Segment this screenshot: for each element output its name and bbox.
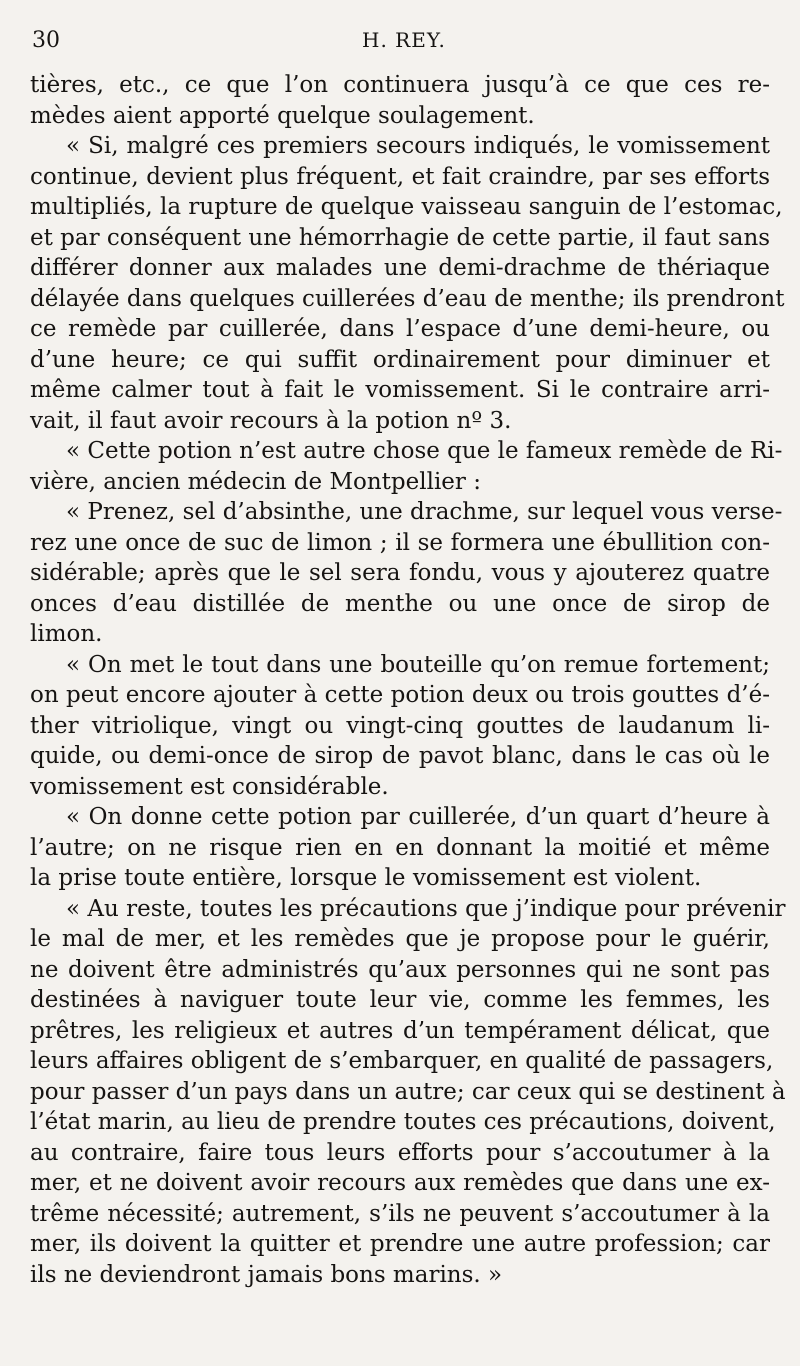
text-line: ne doivent être administrés qu’aux personnes qui ne sont pas: [30, 956, 770, 983]
text-line: on peut encore ajouter à cette potion deux ou trois gouttes d’é-: [30, 682, 770, 708]
text-line: la prise toute entière, lorsque le vomissement est violent.: [30, 865, 702, 891]
text-line: prêtres, les religieux et autres d’un tempérament délicat, que: [30, 1017, 770, 1044]
text-line: ther vitriolique, vingt ou vingt-cinq gouttes de laudanum li-: [30, 712, 770, 739]
text-line: sidérable; après que le sel sera fondu, vous y ajouterez quatre: [30, 560, 770, 586]
paragraph: [30, 70, 770, 131]
text-line: leurs affaires obligent de s’embarquer, en qualité de passagers,: [30, 1048, 774, 1074]
page-header: [32, 28, 762, 62]
paragraph: [30, 436, 783, 497]
text-line: d’une heure; ce qui suffit ordinairement pour diminuer et: [30, 346, 770, 373]
paragraph: [30, 497, 783, 650]
text-line: quide, ou demi-once de sirop de pavot blanc, dans le cas où le: [30, 743, 770, 769]
text-line: rez une once de suc de limon ; il se formera une ébullition con-: [30, 529, 770, 556]
text-line: « On donne cette potion par cuillerée, d’un quart d’heure à: [66, 804, 770, 830]
paragraph: [30, 802, 770, 894]
text-line: différer donner aux malades une demi-drachme de thériaque: [30, 255, 770, 281]
running-head: H. REY.: [362, 28, 446, 52]
text-line: délayée dans quelques cuillerées d’eau de menthe; ils prendront: [30, 285, 785, 312]
text-line: mer, ils doivent la quitter et prendre une autre profession; car: [30, 1231, 770, 1257]
text-line: ils ne deviendront jamais bons marins. »: [30, 1261, 503, 1288]
text-line: mer, et ne doivent avoir recours aux remèdes que dans une ex-: [30, 1170, 770, 1196]
text-line: vait, il faut avoir recours à la potion nº 3.: [30, 407, 512, 434]
text-line: multipliés, la rupture de quelque vaisseau sanguin de l’estomac,: [30, 194, 783, 220]
text-line: le mal de mer, et les remèdes que je propose pour le guérir,: [30, 926, 770, 952]
text-line: continue, devient plus fréquent, et fait craindre, par ses efforts: [30, 163, 770, 190]
text-line: onces d’eau distillée de menthe ou une once de sirop de: [30, 590, 770, 617]
text-line: ce remède par cuillerée, dans l’espace d’une demi-heure, ou: [30, 316, 770, 342]
paragraph: [30, 131, 785, 436]
text-line: « Cette potion n’est autre chose que le fameux remède de Ri-: [66, 438, 783, 464]
paragraph: [30, 894, 786, 1291]
text-line: « Prenez, sel d’absinthe, une drachme, sur lequel vous verse-: [66, 499, 783, 525]
text-line: vomissement est considérable.: [30, 773, 389, 800]
text-line: « Au reste, toutes les précautions que j’indique pour prévenir: [66, 895, 786, 922]
text-line: et par conséquent une hémorrhagie de cette partie, il faut sans: [30, 224, 771, 251]
text-line: même calmer tout à fait le vomissement. Si le contraire arri-: [30, 377, 770, 403]
text-line: « On met le tout dans une bouteille qu’on remue fortement;: [66, 651, 770, 678]
page-number: 30: [32, 28, 60, 53]
text-line: mèdes aient apporté quelque soulagement.: [30, 102, 535, 129]
paragraph: [30, 650, 770, 803]
text-line: l’état marin, au lieu de prendre toutes ces précautions, doivent,: [30, 1109, 776, 1135]
text-line: tières, etc., ce que l’on continuera jusqu’à ce que ces re-: [30, 72, 770, 98]
text-line: destinées à naviguer toute leur vie, comme les femmes, les: [30, 987, 770, 1013]
text-line: « Si, malgré ces premiers secours indiqués, le vomissement: [66, 133, 770, 159]
text-line: au contraire, faire tous leurs efforts pour s’accoutumer à la: [30, 1139, 770, 1166]
text-line: l’autre; on ne risque rien en en donnant la moitié et même: [30, 834, 770, 861]
page-body: [30, 70, 786, 1290]
text-line: vière, ancien médecin de Montpellier :: [30, 468, 481, 495]
text-line: limon.: [30, 621, 103, 647]
text-line: trême nécessité; autrement, s’ils ne peuvent s’accoutumer à la: [30, 1200, 770, 1227]
text-line: pour passer d’un pays dans un autre; car ceux qui se destinent à: [30, 1078, 786, 1105]
